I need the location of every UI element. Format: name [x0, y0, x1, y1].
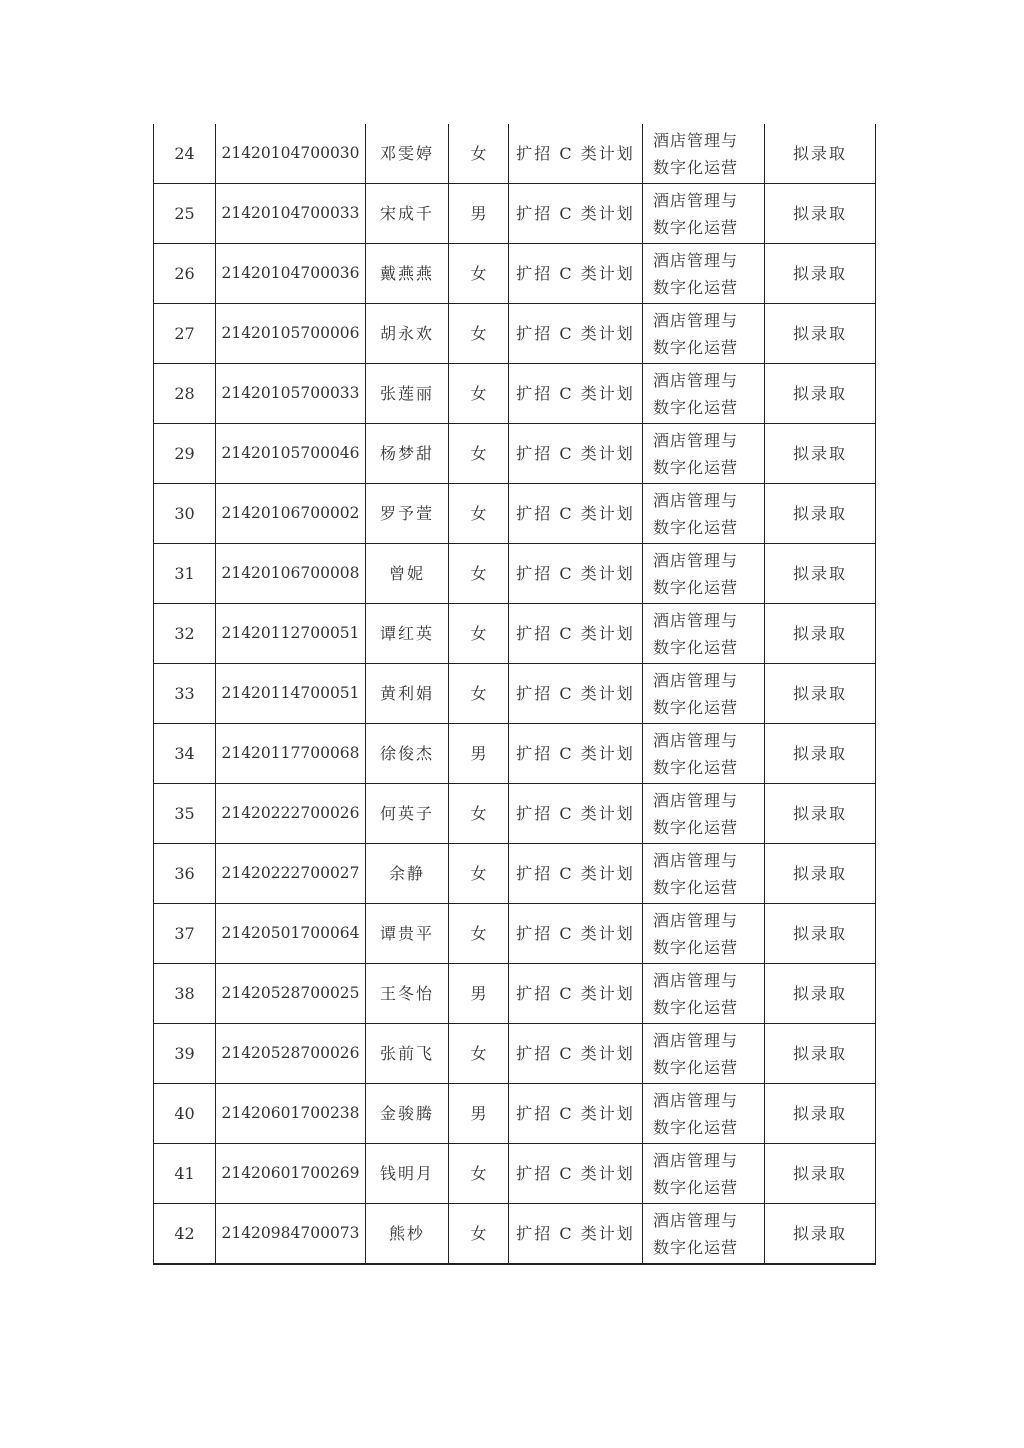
row-number-cell: 38: [154, 964, 216, 1024]
admission-table-body: [154, 124, 876, 1264]
candidate-id-cell: 21420114700051: [216, 664, 366, 724]
major-cell: [643, 784, 765, 844]
row-number-cell: 32: [154, 604, 216, 664]
gender-cell: 女: [449, 1144, 509, 1204]
student-name-cell: 钱明月: [366, 1144, 449, 1204]
major-line-2: 数字化运营: [653, 337, 739, 357]
enrollment-plan-cell: 扩招 C 类计划: [509, 724, 643, 784]
major-line-1: 酒店管理与: [653, 1030, 739, 1050]
gender-cell: 女: [449, 484, 509, 544]
candidate-id-cell: 21420104700030: [216, 124, 366, 184]
admission-result-cell: 拟录取: [765, 184, 876, 244]
student-name-cell: 金骏腾: [366, 1084, 449, 1144]
major-line-1: 酒店管理与: [653, 790, 739, 810]
enrollment-plan-cell: 扩招 C 类计划: [509, 964, 643, 1024]
major-cell: [643, 664, 765, 724]
table-row: [154, 1144, 876, 1204]
row-number-cell: 41: [154, 1144, 216, 1204]
candidate-id-cell: 21420222700026: [216, 784, 366, 844]
gender-cell: 女: [449, 364, 509, 424]
row-number-cell: 28: [154, 364, 216, 424]
table-row: [154, 724, 876, 784]
admission-result-cell: 拟录取: [765, 1204, 876, 1265]
student-name-cell: 何英子: [366, 784, 449, 844]
table-row: [154, 1024, 876, 1084]
student-name-cell: 宋成千: [366, 184, 449, 244]
major-line-2: 数字化运营: [653, 1057, 739, 1077]
major-cell: [643, 724, 765, 784]
major-line-1: 酒店管理与: [653, 1210, 739, 1230]
major-line-2: 数字化运营: [653, 997, 739, 1017]
row-number-cell: 39: [154, 1024, 216, 1084]
row-number-cell: 36: [154, 844, 216, 904]
enrollment-plan-cell: 扩招 C 类计划: [509, 1144, 643, 1204]
row-number-cell: 31: [154, 544, 216, 604]
major-line-2: 数字化运营: [653, 517, 739, 537]
gender-cell: 女: [449, 904, 509, 964]
major-cell: [643, 1024, 765, 1084]
gender-cell: 女: [449, 304, 509, 364]
enrollment-plan-cell: 扩招 C 类计划: [509, 364, 643, 424]
student-name-cell: 王冬怡: [366, 964, 449, 1024]
admission-result-cell: 拟录取: [765, 604, 876, 664]
student-name-cell: 杨梦甜: [366, 424, 449, 484]
admission-result-cell: 拟录取: [765, 664, 876, 724]
major-cell: [643, 424, 765, 484]
major-line-2: 数字化运营: [653, 397, 739, 417]
student-name-cell: 熊杪: [366, 1204, 449, 1265]
admission-result-cell: 拟录取: [765, 1144, 876, 1204]
row-number-cell: 33: [154, 664, 216, 724]
major-cell: [643, 964, 765, 1024]
student-name-cell: 谭红英: [366, 604, 449, 664]
table-row: [154, 964, 876, 1024]
major-cell: [643, 844, 765, 904]
gender-cell: 女: [449, 1204, 509, 1265]
table-row: [154, 544, 876, 604]
admission-table: [153, 124, 876, 1265]
enrollment-plan-cell: 扩招 C 类计划: [509, 844, 643, 904]
major-line-1: 酒店管理与: [653, 130, 739, 150]
major-line-2: 数字化运营: [653, 697, 739, 717]
enrollment-plan-cell: 扩招 C 类计划: [509, 1024, 643, 1084]
major-line-1: 酒店管理与: [653, 550, 739, 570]
major-cell: [643, 1204, 765, 1265]
major-line-1: 酒店管理与: [653, 910, 739, 930]
student-name-cell: 徐俊杰: [366, 724, 449, 784]
major-line-1: 酒店管理与: [653, 670, 739, 690]
gender-cell: 男: [449, 184, 509, 244]
enrollment-plan-cell: 扩招 C 类计划: [509, 304, 643, 364]
table-row: [154, 844, 876, 904]
gender-cell: 男: [449, 724, 509, 784]
candidate-id-cell: 21420601700238: [216, 1084, 366, 1144]
table-row: [154, 664, 876, 724]
row-number-cell: 27: [154, 304, 216, 364]
table-row: [154, 1084, 876, 1144]
enrollment-plan-cell: 扩招 C 类计划: [509, 604, 643, 664]
table-row: [154, 784, 876, 844]
table-row: [154, 244, 876, 304]
major-line-1: 酒店管理与: [653, 490, 739, 510]
student-name-cell: 谭贵平: [366, 904, 449, 964]
admission-result-cell: 拟录取: [765, 1084, 876, 1144]
admission-result-cell: 拟录取: [765, 784, 876, 844]
table-row: [154, 364, 876, 424]
major-line-2: 数字化运营: [653, 577, 739, 597]
candidate-id-cell: 21420117700068: [216, 724, 366, 784]
gender-cell: 女: [449, 1024, 509, 1084]
major-cell: [643, 484, 765, 544]
admission-result-cell: 拟录取: [765, 904, 876, 964]
major-line-1: 酒店管理与: [653, 730, 739, 750]
gender-cell: 女: [449, 544, 509, 604]
major-cell: [643, 244, 765, 304]
enrollment-plan-cell: 扩招 C 类计划: [509, 244, 643, 304]
admission-result-cell: 拟录取: [765, 544, 876, 604]
gender-cell: 男: [449, 964, 509, 1024]
candidate-id-cell: 21420104700033: [216, 184, 366, 244]
major-line-1: 酒店管理与: [653, 970, 739, 990]
table-row: [154, 304, 876, 364]
student-name-cell: 戴燕燕: [366, 244, 449, 304]
admission-result-cell: 拟录取: [765, 484, 876, 544]
major-line-2: 数字化运营: [653, 637, 739, 657]
student-name-cell: 余静: [366, 844, 449, 904]
row-number-cell: 26: [154, 244, 216, 304]
enrollment-plan-cell: 扩招 C 类计划: [509, 664, 643, 724]
enrollment-plan-cell: 扩招 C 类计划: [509, 1204, 643, 1265]
major-line-1: 酒店管理与: [653, 1090, 739, 1110]
candidate-id-cell: 21420106700008: [216, 544, 366, 604]
enrollment-plan-cell: 扩招 C 类计划: [509, 1084, 643, 1144]
student-name-cell: 曾妮: [366, 544, 449, 604]
admission-result-cell: 拟录取: [765, 124, 876, 184]
gender-cell: 女: [449, 424, 509, 484]
row-number-cell: 29: [154, 424, 216, 484]
major-line-2: 数字化运营: [653, 877, 739, 897]
admission-result-cell: 拟录取: [765, 844, 876, 904]
candidate-id-cell: 21420528700026: [216, 1024, 366, 1084]
major-cell: [643, 1144, 765, 1204]
major-line-1: 酒店管理与: [653, 850, 739, 870]
table-row: [154, 904, 876, 964]
major-cell: [643, 1084, 765, 1144]
row-number-cell: 37: [154, 904, 216, 964]
enrollment-plan-cell: 扩招 C 类计划: [509, 544, 643, 604]
candidate-id-cell: 21420105700033: [216, 364, 366, 424]
candidate-id-cell: 21420105700006: [216, 304, 366, 364]
row-number-cell: 30: [154, 484, 216, 544]
row-number-cell: 25: [154, 184, 216, 244]
student-name-cell: 张莲丽: [366, 364, 449, 424]
enrollment-plan-cell: 扩招 C 类计划: [509, 184, 643, 244]
admission-result-cell: 拟录取: [765, 244, 876, 304]
major-cell: [643, 364, 765, 424]
row-number-cell: 40: [154, 1084, 216, 1144]
table-row: [154, 1204, 876, 1265]
admission-result-cell: 拟录取: [765, 304, 876, 364]
enrollment-plan-cell: 扩招 C 类计划: [509, 904, 643, 964]
major-line-2: 数字化运营: [653, 1117, 739, 1137]
student-name-cell: 黄利娟: [366, 664, 449, 724]
major-line-1: 酒店管理与: [653, 610, 739, 630]
student-name-cell: 邓雯婷: [366, 124, 449, 184]
student-name-cell: 罗予萱: [366, 484, 449, 544]
candidate-id-cell: 21420501700064: [216, 904, 366, 964]
major-line-1: 酒店管理与: [653, 370, 739, 390]
major-line-1: 酒店管理与: [653, 310, 739, 330]
gender-cell: 女: [449, 844, 509, 904]
major-cell: [643, 544, 765, 604]
table-row: [154, 184, 876, 244]
admission-result-cell: 拟录取: [765, 364, 876, 424]
table-row: [154, 484, 876, 544]
major-line-2: 数字化运营: [653, 457, 739, 477]
major-line-1: 酒店管理与: [653, 190, 739, 210]
major-line-2: 数字化运营: [653, 1177, 739, 1197]
admission-result-cell: 拟录取: [765, 1024, 876, 1084]
row-number-cell: 34: [154, 724, 216, 784]
major-line-2: 数字化运营: [653, 817, 739, 837]
major-cell: [643, 304, 765, 364]
major-line-2: 数字化运营: [653, 937, 739, 957]
gender-cell: 女: [449, 664, 509, 724]
gender-cell: 女: [449, 784, 509, 844]
major-line-2: 数字化运营: [653, 217, 739, 237]
major-line-2: 数字化运营: [653, 277, 739, 297]
row-number-cell: 42: [154, 1204, 216, 1265]
candidate-id-cell: 21420601700269: [216, 1144, 366, 1204]
gender-cell: 女: [449, 124, 509, 184]
major-cell: [643, 124, 765, 184]
row-number-cell: 24: [154, 124, 216, 184]
candidate-id-cell: 21420222700027: [216, 844, 366, 904]
admission-result-cell: 拟录取: [765, 724, 876, 784]
table-row: [154, 124, 876, 184]
enrollment-plan-cell: 扩招 C 类计划: [509, 424, 643, 484]
major-line-1: 酒店管理与: [653, 430, 739, 450]
enrollment-plan-cell: 扩招 C 类计划: [509, 784, 643, 844]
major-cell: [643, 604, 765, 664]
row-number-cell: 35: [154, 784, 216, 844]
admission-result-cell: 拟录取: [765, 424, 876, 484]
candidate-id-cell: 21420112700051: [216, 604, 366, 664]
candidate-id-cell: 21420105700046: [216, 424, 366, 484]
major-cell: [643, 184, 765, 244]
gender-cell: 女: [449, 604, 509, 664]
major-line-1: 酒店管理与: [653, 1150, 739, 1170]
candidate-id-cell: 21420984700073: [216, 1204, 366, 1265]
gender-cell: 女: [449, 244, 509, 304]
enrollment-plan-cell: 扩招 C 类计划: [509, 124, 643, 184]
enrollment-plan-cell: 扩招 C 类计划: [509, 484, 643, 544]
gender-cell: 男: [449, 1084, 509, 1144]
candidate-id-cell: 21420528700025: [216, 964, 366, 1024]
student-name-cell: 张前飞: [366, 1024, 449, 1084]
candidate-id-cell: 21420106700002: [216, 484, 366, 544]
admission-result-cell: 拟录取: [765, 964, 876, 1024]
candidate-id-cell: 21420104700036: [216, 244, 366, 304]
major-line-2: 数字化运营: [653, 1237, 739, 1257]
table-row: [154, 424, 876, 484]
major-cell: [643, 904, 765, 964]
major-line-1: 酒店管理与: [653, 250, 739, 270]
student-name-cell: 胡永欢: [366, 304, 449, 364]
major-line-2: 数字化运营: [653, 757, 739, 777]
major-line-2: 数字化运营: [653, 157, 739, 177]
table-row: [154, 604, 876, 664]
